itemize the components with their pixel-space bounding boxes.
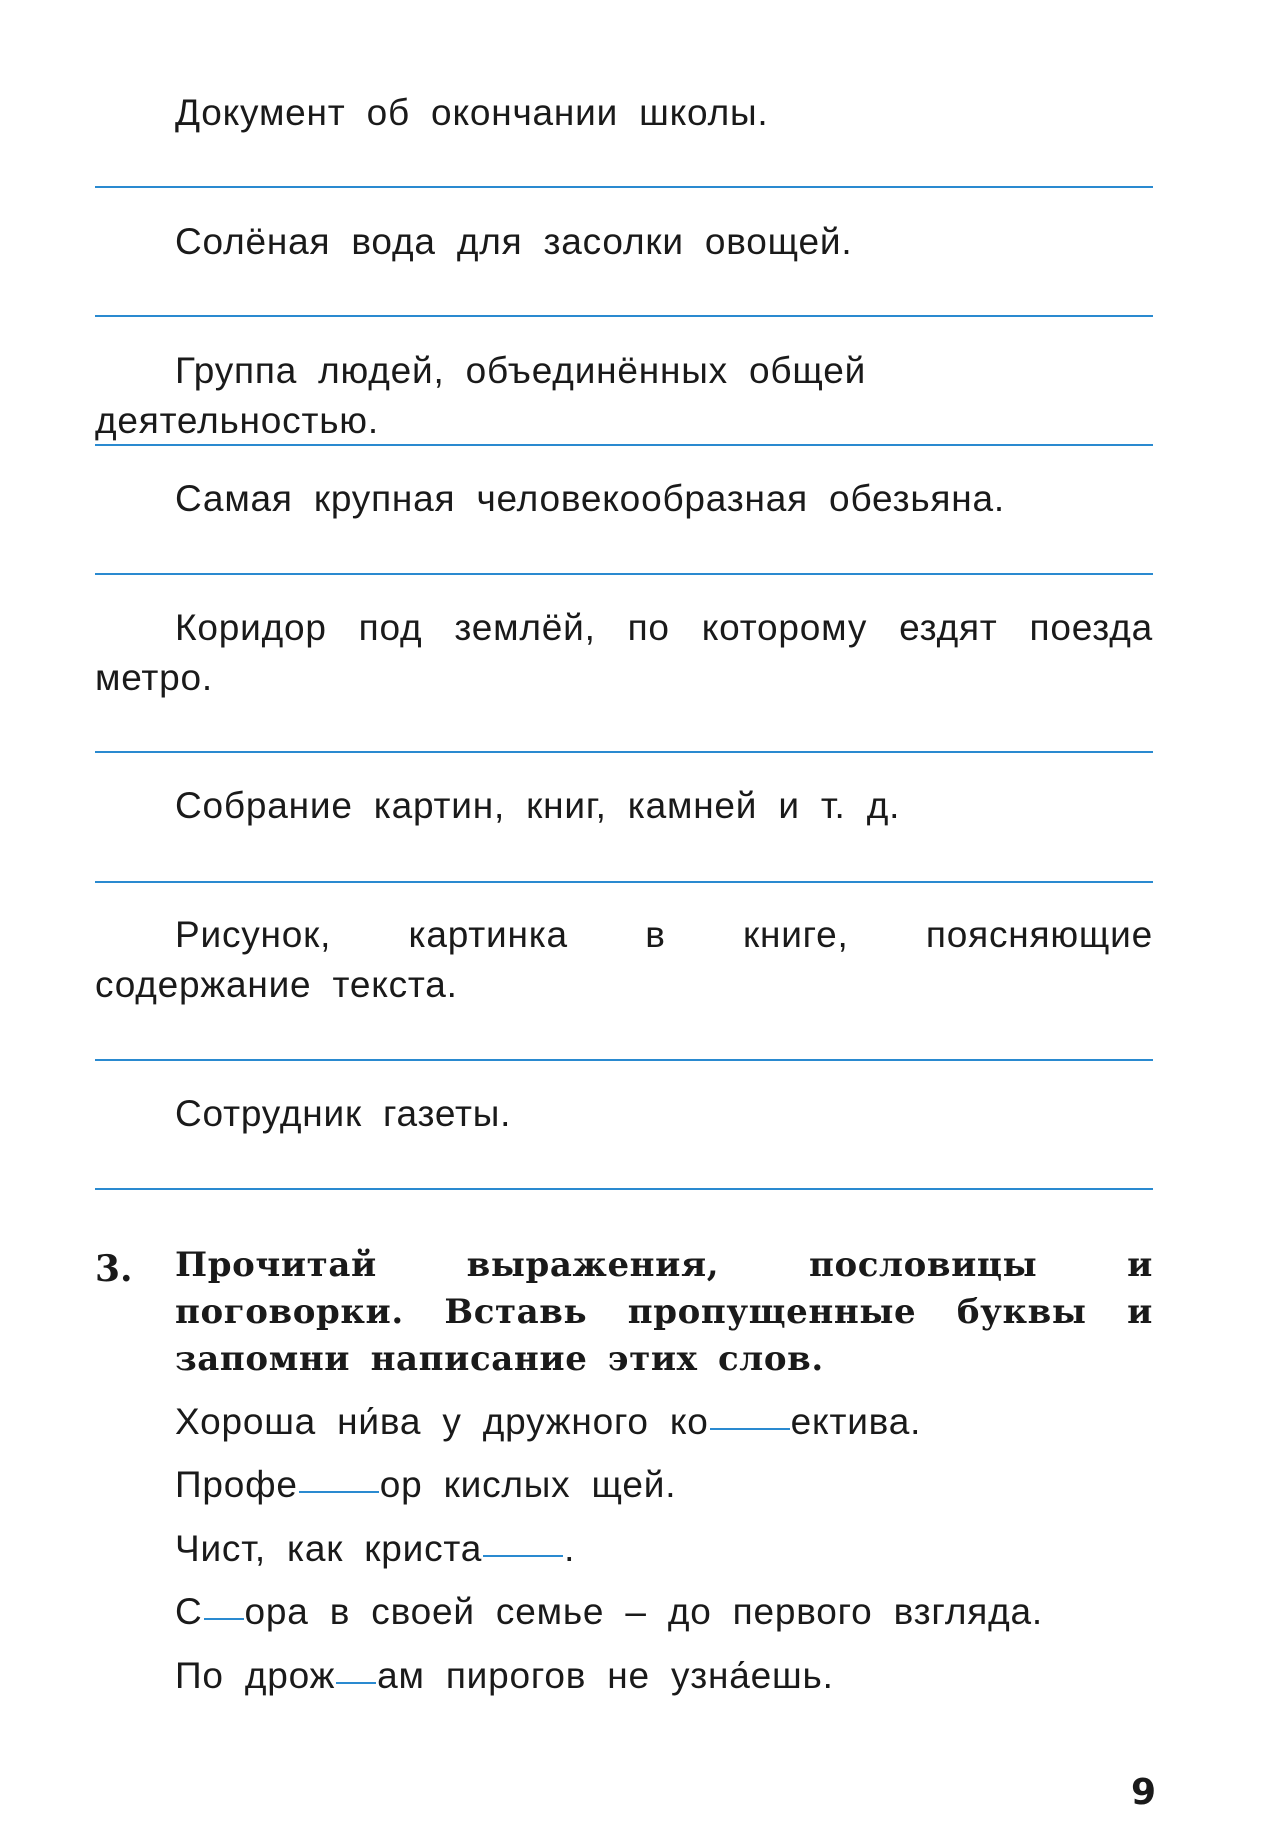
definition-5: Коридор под землёй, по которому ездят поезда метро. bbox=[95, 607, 1153, 698]
proverb-4 bbox=[175, 1587, 1155, 1637]
definition-4: Самая крупная человекообразная обезьяна. bbox=[175, 478, 1005, 519]
proverb-4-after: ора в своей семье – до первого взгляда. bbox=[244, 1591, 1043, 1632]
definition-1: Документ об окончании школы. bbox=[175, 92, 769, 133]
proverb-2-before: Профе bbox=[175, 1464, 298, 1505]
proverb-3-after: . bbox=[564, 1528, 576, 1569]
proverb-5 bbox=[175, 1651, 1155, 1701]
proverb-1-gap[interactable] bbox=[710, 1428, 790, 1430]
proverb-4-before: С bbox=[175, 1591, 203, 1632]
definition-8: Сотрудник газеты. bbox=[175, 1093, 512, 1134]
proverb-5-after: ам пирогов не узна́ешь. bbox=[377, 1655, 834, 1696]
answer-line-7[interactable] bbox=[95, 1059, 1153, 1061]
proverb-5-before: По дрож bbox=[175, 1655, 336, 1696]
answer-line-1[interactable] bbox=[95, 186, 1153, 188]
definition-6: Собрание картин, книг, камней и т. д. bbox=[175, 785, 901, 826]
proverb-3-before: Чист, как криста bbox=[175, 1528, 483, 1569]
definition-7: Рисунок, картинка в книге, поясняющие содержание текста. bbox=[95, 914, 1153, 1005]
page-number: 9 bbox=[1130, 1772, 1156, 1813]
proverb-3-gap[interactable] bbox=[483, 1555, 563, 1557]
task-number: 3. bbox=[95, 1248, 133, 1290]
definition-2: Солёная вода для засолки овощей. bbox=[175, 221, 853, 262]
answer-line-5[interactable] bbox=[95, 751, 1153, 753]
proverb-4-gap[interactable] bbox=[204, 1618, 244, 1620]
answer-line-2[interactable] bbox=[95, 315, 1153, 317]
answer-line-8[interactable] bbox=[95, 1188, 1153, 1190]
proverb-2-after: ор кислых щей. bbox=[379, 1464, 677, 1505]
definition-3: Группа людей, объединённых общей деятельностью. bbox=[95, 350, 867, 441]
proverb-2-gap[interactable] bbox=[299, 1491, 379, 1493]
proverb-2 bbox=[175, 1460, 1155, 1510]
proverb-5-gap[interactable] bbox=[336, 1682, 376, 1684]
proverb-1 bbox=[175, 1397, 1155, 1447]
proverb-1-before: Хороша ни́ва у дружного ко bbox=[175, 1401, 709, 1442]
proverb-3 bbox=[175, 1524, 1155, 1574]
answer-line-4[interactable] bbox=[95, 573, 1153, 575]
proverb-1-after: ектива. bbox=[790, 1401, 922, 1442]
task-instruction: Прочитай выражения, пословицы и поговорки. Вставь пропущенные буквы и запомни написание этих слов. bbox=[175, 1245, 1153, 1379]
answer-line-6[interactable] bbox=[95, 881, 1153, 883]
answer-line-3[interactable] bbox=[95, 444, 1153, 446]
